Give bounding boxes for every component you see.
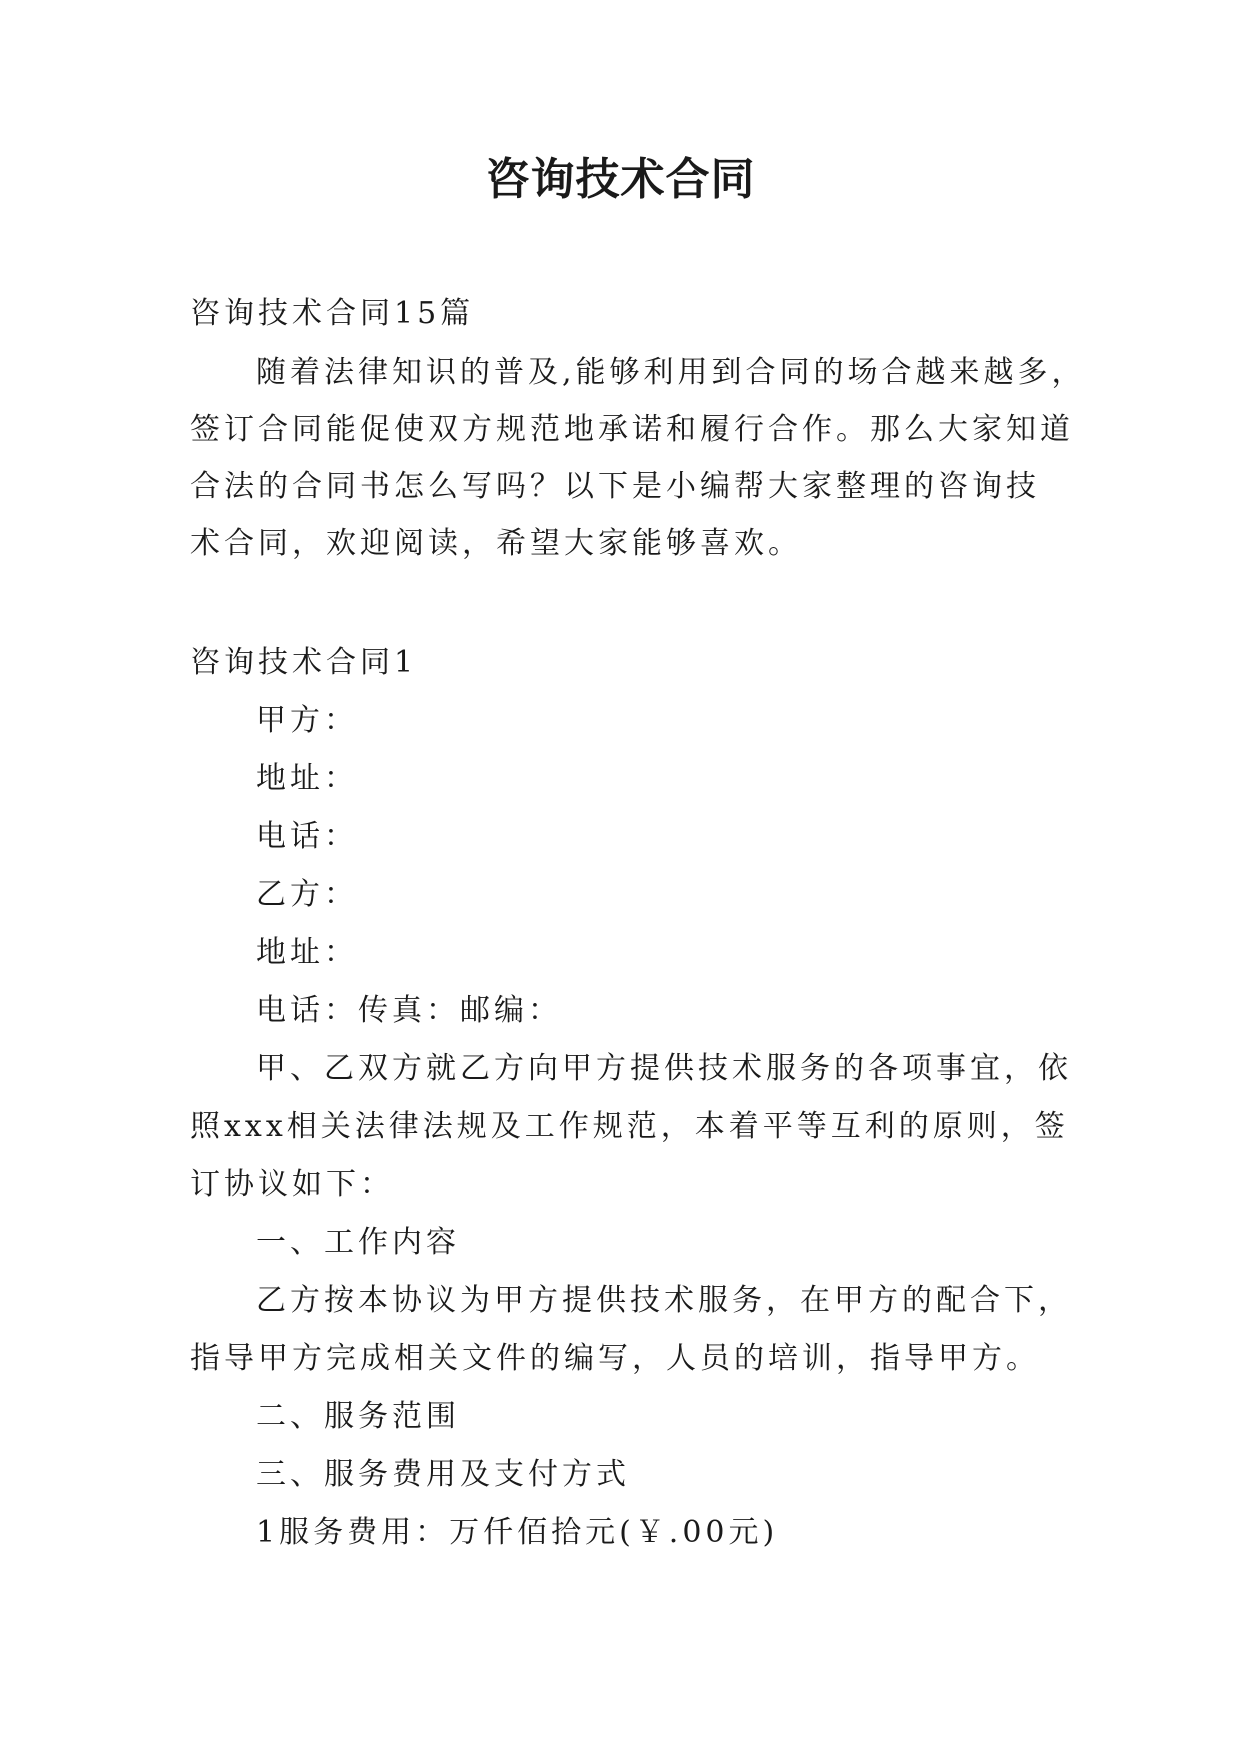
party-a-address-label: 地址： <box>256 761 358 796</box>
party-b-contact-label: 电话：传真：邮编： <box>256 993 562 1028</box>
intro-line: 合法的合同书怎么写吗？以下是小编帮大家整理的咨询技 <box>190 469 1040 504</box>
intro-line: 术合同，欢迎阅读，希望大家能够喜欢。 <box>190 526 802 561</box>
preamble-line: 订协议如下： <box>190 1167 394 1202</box>
intro-line: 签订合同能促使双方规范地承诺和履行合作。那么大家知道 <box>190 412 1074 447</box>
party-a-phone-label: 电话： <box>256 819 358 854</box>
document-subtitle: 咨询技术合同15篇 <box>190 296 475 331</box>
clause-body-line: 乙方按本协议为甲方提供技术服务，在甲方的配合下， <box>256 1283 1072 1318</box>
clause-heading: 二、服务范围 <box>256 1399 460 1434</box>
document-title: 咨询技术合同 <box>485 154 756 205</box>
clause-heading: 一、工作内容 <box>256 1225 460 1260</box>
party-b-label: 乙方： <box>256 877 358 912</box>
party-b-address-label: 地址： <box>256 935 358 970</box>
clause-body-line: 指导甲方完成相关文件的编写，人员的培训，指导甲方。 <box>190 1341 1040 1376</box>
intro-line: 随着法律知识的普及,能够利用到合同的场合越来越多， <box>256 355 1086 390</box>
preamble-line: 甲、乙双方就乙方向甲方提供技术服务的各项事宜，依 <box>256 1051 1072 1086</box>
clause-heading: 三、服务费用及支付方式 <box>256 1457 630 1492</box>
preamble-line: 照xxx相关法律法规及工作规范，本着平等互利的原则，签 <box>190 1109 1069 1144</box>
section-heading: 咨询技术合同1 <box>190 645 418 680</box>
clause-item: 1服务费用：万仟佰拾元(￥.00元) <box>256 1515 779 1550</box>
party-a-label: 甲方： <box>256 703 358 738</box>
